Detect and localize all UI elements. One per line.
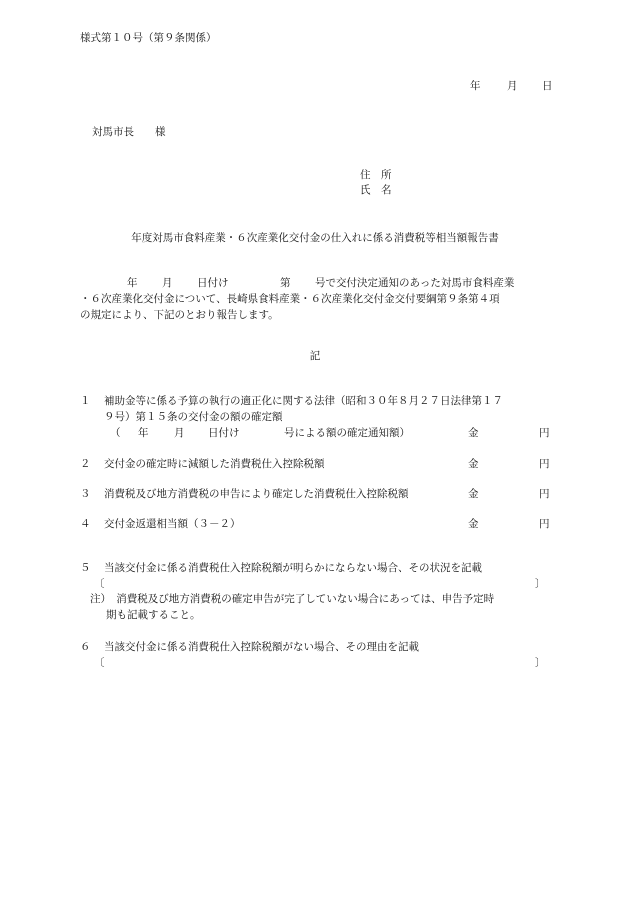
amount-en: 円 [539,427,550,439]
date-month: 月 [507,80,518,92]
date-day: 日 [542,80,553,92]
amount-kin: 金 [468,488,479,500]
item-4 [80,517,560,533]
intro-paragraph [80,276,560,324]
item-sub-open: （ [110,427,121,439]
applicant-block [360,168,392,198]
item-3 [80,487,560,503]
ki-heading: 記 [309,350,321,362]
item-sub-rest: 号による額の確定通知額） [284,427,410,439]
bracket-close: 〕 [535,578,546,590]
item-5 [80,561,560,593]
bracket-close: 〕 [535,657,546,669]
item-2 [80,457,560,473]
intro-line-1 [80,276,560,292]
item-text-line-1: 補助金等に係る予算の執行の適正化に関する法律（昭和３０年８月２７日法律第１７ [104,395,503,407]
amount-en: 円 [539,488,550,500]
item-text: 交付金の確定時に減額した消費税仕入控除税額 [104,458,325,470]
item-6-entry-area[interactable] [80,656,560,672]
intro-year: 年 [127,277,138,289]
intro-line-2: ・６次産業化交付金について、長崎県食料産業・６次産業化交付金交付要綱第９条第４項 [80,293,500,305]
intro-line1-rest: 号で交付決定通知のあった対馬市食料産業 [315,277,515,289]
amount-kin: 金 [468,518,479,530]
item-text-line-2: ９号）第１５条の交付金の額の確定額 [104,411,283,423]
document-title: 年度対馬市食料産業・６次産業化交付金の仕入れに係る消費税等相当額報告書 [131,232,499,244]
item-1 [80,394,560,442]
item-text: 当該交付金に係る消費税仕入控除税額がない場合、その理由を記載 [104,641,419,653]
intro-date-suffix: 日付け [197,277,229,289]
bracket-open: 〔 [94,578,105,590]
address-label: 住 所 [360,169,392,181]
date-year: 年 [470,80,481,92]
item-text: 当該交付金に係る消費税仕入控除税額が明らかにならない場合、その状況を記載 [104,562,482,574]
item-sub-year: 年 [138,427,149,439]
item-number: ６ [80,641,91,653]
amount-en: 円 [539,458,550,470]
item-5-entry-area[interactable] [80,577,560,593]
note [90,592,560,624]
item-number: ２ [80,458,91,470]
amount-kin: 金 [468,427,479,439]
form-number: 様式第１０号（第９条関係） [80,32,217,44]
item-text: 消費税及び地方消費税の申告により確定した消費税仕入控除税額 [104,488,409,500]
item-sub-month: 月 [174,427,185,439]
amount-en: 円 [539,518,550,530]
item-number: ３ [80,488,91,500]
item-6 [80,640,560,672]
item-number: ５ [80,562,91,574]
name-label: 氏 名 [360,184,392,196]
bracket-open: 〔 [94,657,105,669]
intro-line-3: の規定により、下記のとおり報告します。 [80,309,279,321]
item-number: １ [80,395,91,407]
item-sub-date-suffix: 日付け [208,427,240,439]
intro-dai: 第 [280,277,291,289]
item-number: ４ [80,518,91,530]
note-line-1: 注） 消費税及び地方消費税の確定申告が完了していない場合にあっては、申告予定時 [90,593,495,605]
intro-month: 月 [162,277,173,289]
addressee: 対馬市長 様 [92,126,166,138]
amount-kin: 金 [468,458,479,470]
note-line-2: 期も記載すること。 [106,609,201,621]
item-text: 交付金返還相当額（３－２） [104,518,241,530]
